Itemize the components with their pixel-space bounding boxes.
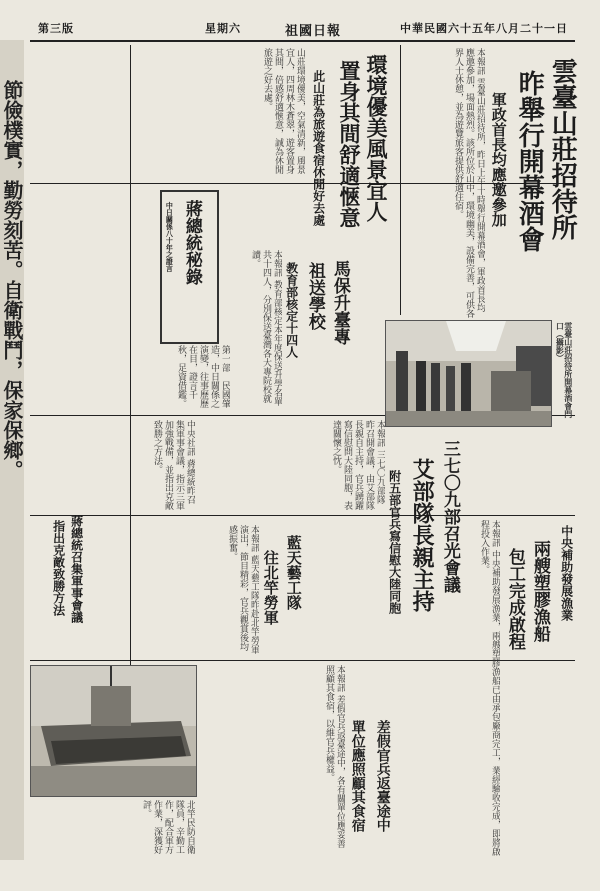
boat-photo: [30, 665, 197, 797]
school-headline-1: 馬保升臺專: [329, 260, 350, 345]
main-body: 本報訊 雲臺山莊招待所，昨日上午十時舉行開幕酒會，軍政首長均應邀參加，場面熱烈。該所位於山中，環境幽美，設備完善，可供各界人士休憩，並為遊覽旅客提供舒適住宿。: [453, 48, 485, 318]
main-headline-2: 昨舉行開幕酒會: [514, 70, 545, 252]
edge-slogan: 節儉樸實，勤勞刻苦。自衛戰鬥，保家保鄉。: [0, 80, 24, 480]
chiang-headline-2: 指出克敵致勝方法: [51, 520, 66, 616]
adjacent-page-strip: [0, 40, 24, 860]
chiang-headline-1: 蔣總統召集軍事會議: [69, 515, 84, 623]
opening-photo: [385, 320, 552, 427]
feature-body: 山莊環境優美，空氣清新，風景宜人，四周林木蒼翠，遊客置身其間，倍感舒適愜意，誠為休閒旅遊之好去處。: [262, 48, 305, 174]
bottom-body: 北竿民防自衛隊員，辛勤工作，配合軍方作業，深獲好評。: [141, 800, 195, 854]
fishing-body: 本報訊 中央補助發展漁業，兩艘塑膠漁船已由承包廠商完工，業經驗收完成，即將啟程投入作業。: [479, 520, 500, 856]
school-body: 本報訊 教育部核定本年度保送升學名單共十四人，分別保送臺灣各大專院校就讀。: [250, 250, 282, 406]
school-subhead: 教育部核定十四人: [284, 262, 299, 358]
paper-name: 祖國日報: [285, 24, 342, 39]
column-box: [160, 190, 219, 344]
column-body: 第一部 民國肇造，中日關係之演變，往事歷歷在目，證言千秋，足資借鑑。: [176, 345, 230, 408]
team-headline-2: 往北竿勞軍: [261, 550, 280, 625]
meeting-body: 本報訊 三七〇九部隊昨召開會議，由艾部隊長親自主持，官兵踴躍寫信慰問大陸同胞，表達關懷之忱。: [331, 420, 385, 510]
issue-date: 中華民國六十五年八月二十一日: [400, 22, 568, 35]
leave-headline-2: 單位應照顧其食宿: [349, 720, 366, 832]
main-subhead: 軍政首長均應邀參加: [489, 92, 508, 227]
weekday: 星期六: [205, 22, 241, 35]
meeting-headline-1: 三七〇九部召光會議: [439, 440, 460, 593]
column-subtitle: 中日關係八十年之證言: [165, 202, 175, 272]
team-headline-1: 藍天藝工隊: [284, 535, 303, 610]
feature-headline-1: 環境優美風景宜人: [364, 54, 390, 222]
feature-headline-2: 置身其間舒適愜意: [337, 60, 363, 228]
photo-caption: 雲臺山莊招待所開幕酒會門口（攝影）: [555, 322, 574, 418]
fishing-headline-3: 包工完成啟程: [504, 548, 525, 650]
leave-body: 本報訊 差假官兵返臺途中，各有關單位應妥善照顧其食宿，以維官兵權益。: [324, 665, 345, 848]
column-title: 蔣總統秘錄: [181, 200, 202, 285]
meeting-subhead: 附五部官兵寫信慰大陸同胞: [387, 470, 402, 614]
page-number: 第三版: [38, 22, 74, 35]
school-headline-2: 祖送學校: [304, 262, 325, 330]
main-headline-1: 雲臺山莊招待所: [547, 58, 578, 240]
team-body: 本報訊 藍天藝工隊昨赴北竿勞軍演出，節目精彩，官兵觀賞後均感振奮。: [227, 525, 259, 654]
feature-subhead: 此山莊為旅遊食宿休閒好去處: [311, 70, 326, 226]
fishing-headline-1: 中央補助發展漁業: [559, 525, 574, 621]
leave-headline-1: 差假官兵返臺途中: [374, 720, 391, 832]
chiang-body: 中央社訊 蔣總統昨召集軍事會議，指示三軍加強戰備，並指出克敵致勝之方法。: [152, 420, 195, 510]
fishing-headline-2: 兩艘塑膠漁船: [529, 540, 550, 642]
masthead: [30, 18, 575, 42]
meeting-headline-2: 艾部隊長親主持: [409, 458, 436, 612]
